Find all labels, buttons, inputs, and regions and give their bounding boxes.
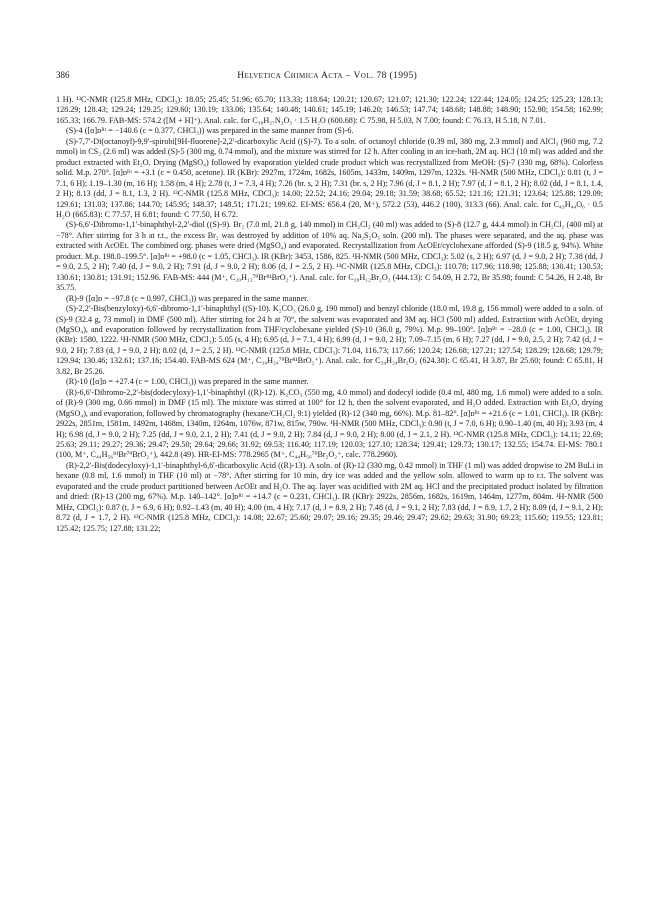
paragraph: (R)-9 ([α]ᴅ = −97.8 (c = 0.997, CHCl₃)) was prepared in the same manner. [66, 293, 309, 303]
paragraph: (S)-4 ([α]ᴅᴿᵗ = −140.6 (c = 0.377, CHCl₃)) was prepared in the same manner from (S)-6. [66, 126, 354, 136]
paragraph: (S)-6,6′-Dibromo-1,1′-binaphthyl-2,2′-diol ((S)-9). Br₂ (7.0 ml, 21.8 g, 140 mmol) in CH₂Cl₂ (40 ml) was added to (S)-8 (12.7 g, 44.4 mmol) in CH₂Cl₂ (400 ml) at −78°. After stirring for 3 h at r.t., the excess Br₂ was destroyed by addition of 10% aq. Na₂S₂O₅ soln. (200 ml). The phases were separated, and the aq. phase was extracted with AcOEt. The combined org. phases were dried (MgSO₄) and evaporated. Recrystallization from AcOEt/cyclohexane afforded (S)-9 (18.5 g, 94%). White product. M.p. 198.0–199.5°. [α]ᴅᴿᵗ = +98.0 (c = 1.05, CHCl₃). IR (KBr): 3453, 1586, 825. ¹H-NMR (500 MHz, CDCl₃): 5.02 (s, 2 H); 6.97 (d, J = 9.0, 2 H); 7.38 (dd, J = 9.0, 2.5, 2 H); 7.40 (d, J = 9.0, 2 H); 7.91 (d, J = 9.0, 2 H); 8.06 (d, J = 2.5, 2 H). ¹³C-NMR (125.8 MHz, CDCl₃): 110.78; 117.96; 118.98; 125.88; 130.41; 130.53; 130.61; 130.81; 131.91; 152.96. FAB-MS: 444 (M⁺, C₂₀H₁₂⁷⁹Br⁸¹BrO₂⁺). Anal. calc. for C₂₀H₁₂Br₂O₂ (444.13): C 54.09, H 2.72, Br 35.98; found: C 54.26, H 2.48, Br 35.75. [56, 220, 603, 293]
paragraph: (S)-7,7′-Di(octanoyl)-9,9′-spirobi[9H-fluorene]-2,2′-dicarboxylic Acid ((S)-7). To a soln. of octanoyl chloride (0.39 ml, 380 mg, 2.3 mmol) and AlCl₃ (960 mg, 7.2 mmol) in CS₂ (2.6 ml) was added (S)-5 (300 mg, 0.74 mmol), and the mixture was stirred for 12 h. After cooling in an ice-bath, 2M aq. HCl (10 ml) was added and the product extracted with Et₂O. Drying (MgSO₄) followed by evaporation yielded crude product which was recrystallized from MeOH: (S)-7 (330 mg, 68%). Colorless solid. M.p. 270°. [α]ᴅᴿᵗ = +3.1 (c = 0.450, acetone). IR (KBr): 2927m, 1724m, 1682s, 1605m, 1433m, 1409m, 1297m, 1232s. ¹H-NMR (500 MHz, CDCl₃): 0.81 (t, J = 7.1, 6 H); 1.19–1.30 (m, 16 H); 1.58 (m, 4 H); 2.78 (t, J = 7.3, 4 H); 7.26 (br. s, 2 H); 7.31 (br. s, 2 H); 7.96 (d, J = 8.1, 2 H); 7.97 (d, J = 8.1, 2 H); 8.02 (dd, J = 8.1, 1.4, 2 H); 8.13 (dd, J = 8.1, 1.3, 2 H). ¹³C-NMR (125.8 MHz, CDCl₃): 14.00; 22.52; 24.16; 29.04; 29.18; 31.59; 38.68; 65.52; 121.16; 121.31; 123.64; 125.88; 129.09; 129.61; 131.03; 137.86; 144.70; 145.95; 148.37; 148.51; 171.21; 199.62. EI-MS: 656.4 (20, M⁺), 572.2 (53), 446.2 (100), 313.3 (66). Anal. calc. for C₄₃H₄₄O₆ · 0.5 H₂O (665.83): C 77.57, H 6.81; found: C 77.50, H 6.72. [56, 136, 603, 219]
journal-page [56, 70, 603, 534]
running-title: Helvetica Chimica Acta – Vol. 78 (1995) [237, 71, 418, 81]
page-number: 386 [56, 70, 70, 80]
paragraph: 1 H). ¹³C-NMR (125.8 MHz, CDCl₃): 18.05; 25.45; 51.96; 65.70; 113.33; 118.64; 120.21; 120.67; 121.07; 121.30; 122.24; 122.44; 124.05; 124.25; 125.23; 128.13; 128.29; 128.43; 129.24; 129.25; 129.60; 130.19; 133.06; 135.64; 140.48; 140.61; 145.19; 146.20; 146.53; 147.74; 148.68; 148.88; 148.90; 152.90; 154.58; 162.99; 165.33; 166.79. FAB-MS: 574.2 ([M + H]⁺). Anal. calc. for C₃₈H₂₇N₃O₃ · 1.5 H₂O (600.68): C 75.98, H 5.03, N 7.00; found: C 76.13, H 5.18, N 7.01. [56, 95, 603, 125]
paragraph: (R)-2,2′-Bis(dodecyloxy)-1,1′-binaphthyl-6,6′-dicarboxylic Acid ((R)-13). A soln. of (R)-12 (330 mg, 0.42 mmol) in THF (1 ml) was added dropwise to 2M BuLi in hexane (0.8 ml, 1.6 mmol) in THF (10 ml) at −78°. After stirring for 10 min, dry ice was added and the yellow soln. allowed to warm up to r.t. The solvent was evaporated and the crude product partitioned between AcOEt and H₂O. The aq. layer was acidified with 2M aq. HCl and the precipitated product isolated by filtration and dried: (R)-13 (200 mg, 67%). M.p. 140–142°. [α]ᴅᴿᵗ = +14.7 (c = 0.231, CHCl₃). IR (KBr): 2922s, 2856m, 1682s, 1619m, 1464m, 1277m, 804m. ¹H-NMR (500 MHz, CDCl₃): 0.87 (t, J = 6.9, 6 H); 0.92–1.43 (m, 40 H); 4.00 (m, 4 H); 7.17 (d, J = 8.9, 2 H); 7.48 (d, J = 9.1, 2 H); 7.83 (dd, J = 8.9, 1.7, 2 H); 8.09 (d, J = 9.1, 2 H); 8.72 (d, J = 1.7, 2 H). ¹³C-NMR (125.8 MHz, CDCl₃): 14.08; 22.67; 25.60; 29.07; 29.16; 29.35; 29.46; 29.47; 29.62; 29.63; 31.90; 69.23; 115.60; 119.55; 123.81; 125.42; 125.75; 127.88; 131.22; [56, 460, 603, 533]
article-body [56, 95, 603, 534]
paragraph: (S)-2,2′-Bis(benzyloxy)-6,6′-dibromo-1,1′-binaphthyl ((S)-10). K₂CO₃ (26.0 g, 190 mmol) and benzyl chloride (18.0 ml, 19.8 g, 156 mmol) were added to a soln. of (S)-9 (32.4 g, 73 mmol) in DMF (500 ml). After stirring for 24 h at 70°, the solvent was evaporated and 3M aq. HCl (500 ml) added. Extraction with AcOEt, drying (MgSO₄), and evaporation followed by recrystallization from THF/cyclohexane yielded (S)-10 (36.0 g, 79%). M.p. 99–100°. [α]ᴅᴿᵗ = −28.0 (c = 1.00, CHCl₃). IR (KBr): 1580, 1222. ¹H-NMR (500 MHz, CDCl₃): 5.05 (s, 4 H); 6.95 (d, J = 7.1, 4 H); 6.99 (d, J = 9.0, 2 H); 7.09–7.15 (m, 6 H); 7.27 (dd, J = 9.0, 2.5, 2 H); 7.42 (d, J = 9.0, 2 H); 7.83 (d, J = 9.0, 2 H); 8.02 (d, J = 2.5, 2 H). ¹³C-NMR (125.8 MHz, CDCl₃): 71.04, 116.73; 117.66; 120.24; 126.68; 127.21; 127.54; 128.29; 128.68; 129.79; 129.94; 130.46; 132.61; 137.16; 154.40. FAB-MS 624 (M⁺, C₃₄H₂₄⁷⁹Br⁸¹BrO₂⁺). Anal. calc. for C₃₄H₂₄Br₂O₂ (624.38): C 65.41, H 3.87, Br 25.60; found: C 65.81, H 3.82, Br 25.26. [56, 304, 603, 376]
paragraph: (R)-10 ([α]ᴅ = +27.4 (c = 1.00, CHCl₃)) was prepared in the same manner. [66, 377, 309, 387]
page-header [56, 70, 603, 81]
paragraph: (R)-6,6′-Dibromo-2,2′-bis(dodecyloxy)-1,1′-binaphthyl ((R)-12). K₂CO₃ (550 mg, 4.0 mmol) and dodecyl iodide (0.4 ml, 480 mg, 1.6 mmol) were added to a soln. of (R)-9 (300 mg, 0.66 mmol) in DMF (15 ml). The mixture was stirred at 100° for 12 h, then the solvent evaporated, and H₂O added. Extraction with Et₂O, drying (MgSO₄), and evaporation, followed by chromatography (hexane/CH₂Cl₂ 9:1) yielded (R)-12 (340 mg, 66%). M.p. 81–82°. [α]ᴅᴿᵗ = +21.6 (c = 1.01, CHCl₃). IR (KBr): 2922s, 2851m, 1581m, 1492m, 1468m, 1340m, 1264m, 1076w, 871w, 815w, 790w. ¹H-NMR (500 MHz, CDCl₃): 0.90 (t, J = 7.0, 6 H); 0.90–1.40 (m, 40 H); 3.93 (m, 4 H); 6.98 (d, J = 9.0, 2 H); 7.25 (dd, J = 9.0, 2.1, 2 H); 7.41 (d, J = 9.0, 2 H); 7.84 (d, J = 9.0, 2 H); 8.00 (d, J = 2.1, 2 H). ¹³C-NMR (125.8 MHz, CDCl₃): 14.11; 22.69; 25.63; 29.11; 29.27; 29.36; 29.47; 29.50; 29.64; 29.66; 31.92; 69.53; 116.40; 117.19; 120.03; 127.10; 128.34; 129.41; 129.73; 130.17; 132.55; 154.74. EI-MS: 780.1 (100, M⁺, C₄₄H₅₆⁸¹Br⁷⁹BrO₂⁺), 442.8 (49). HR-EI-MS: 778.2965 (M⁺, C₄₄H₅₆⁷⁹Br₂O₂⁺, calc. 778.2960). [56, 387, 603, 460]
